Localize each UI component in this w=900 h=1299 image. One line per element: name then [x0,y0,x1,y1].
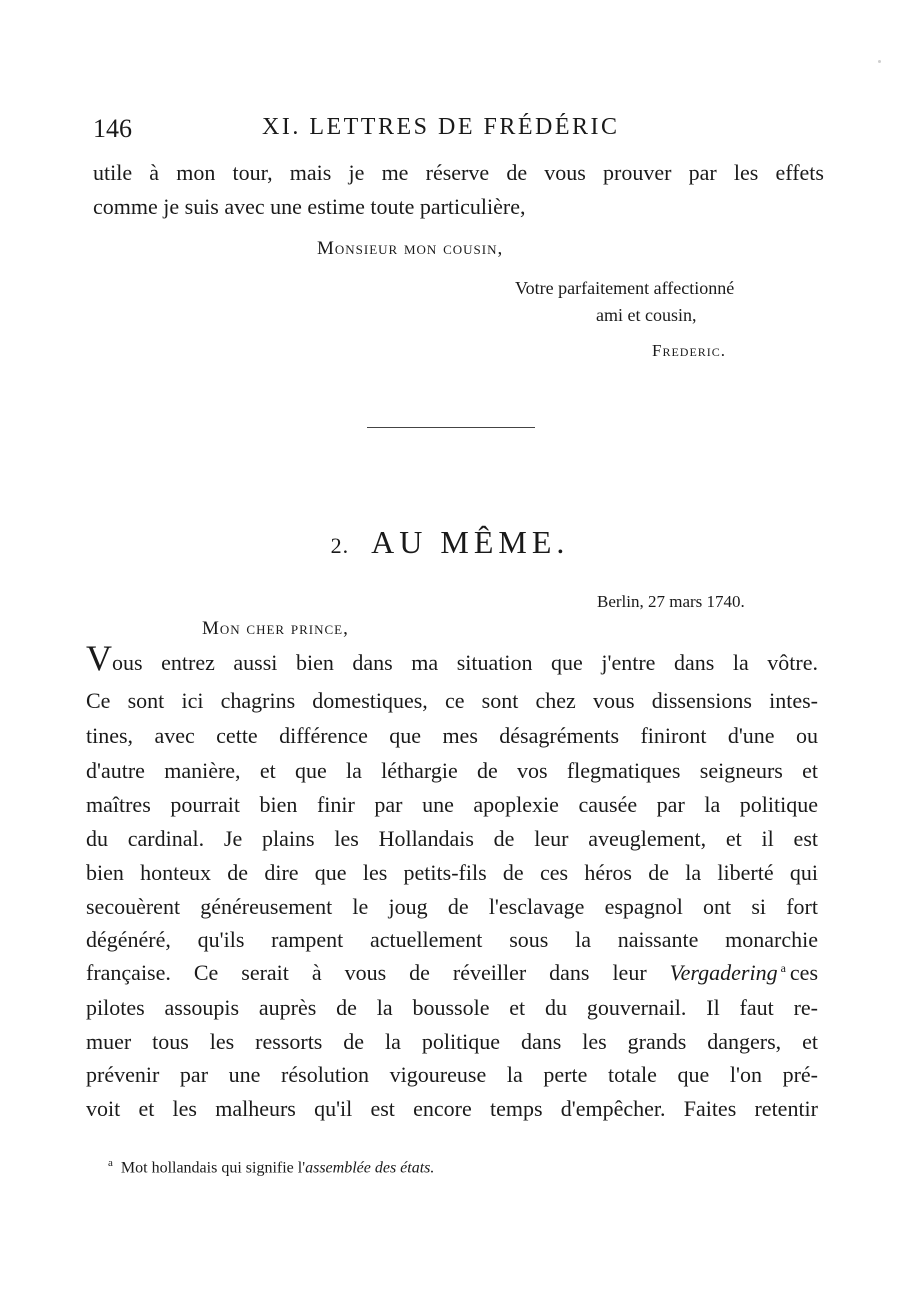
footnote [108,1157,434,1177]
previous-letter-line-1: utile à mon tour, mais je me réserve de vous prouver par les effets [93,160,824,185]
letter-line-3: tines, avec cette différence que mes désagréments finiront d'une ou [86,723,818,748]
footnote-italic: assemblée des états. [305,1159,435,1177]
scan-speck [878,60,881,63]
italic-term: Vergadering [669,960,778,985]
letter-line-10-after: ces [789,960,819,985]
letter-line-14: voit et les malheurs qu'il est encore temps d'empêcher. Faites retentir [86,1096,818,1121]
letter-line-13: prévenir par une résolution vigoureuse la perte totale que l'on pré- [86,1062,818,1087]
section-divider [367,427,535,428]
letter-line-12: muer tous les ressorts de la politique dans les grands dangers, et [86,1029,818,1054]
letter-salutation: Mon cher prince, [202,618,349,639]
letter-line-1 [86,638,818,678]
letter-line-11: pilotes assoupis auprès de la boussole et du gouvernail. Il faut re- [86,995,818,1020]
previous-letter-signature: Frederic. [652,341,727,360]
letter-line-8: secouèrent généreusement le joug de l'esclavage espagnol ont si fort [86,894,818,919]
letter-line-4: d'autre manière, et que la léthargie de vos flegmatiques seigneurs et [86,758,818,783]
letter-line-6: du cardinal. Je plains les Hollandais de leur aveuglement, et il est [86,826,818,851]
previous-letter-closing-line-1: Votre parfaitement affectionné [515,278,735,298]
letter-line-7: bien honteux de dire que les petits-fils de ces héros de la liberté qui [86,860,818,885]
section-number: 2. [330,533,350,558]
footnote-mark: a [108,1157,113,1169]
letter-line-10-before: française. Ce serait à vous de réveiller dans leur [86,960,647,985]
section-title-text: AU MÊME. [371,524,570,560]
letter-line-1-text: ous entrez aussi bien dans ma situation que j'entre dans la vôtre. [112,650,818,675]
previous-letter-salutation: Monsieur mon cousin, [317,238,504,259]
page-number: 146 [93,114,132,143]
previous-letter-closing-line-2: ami et cousin, [596,305,697,325]
letter-line-2: Ce sont ici chagrins domestiques, ce sont chez vous dissensions intes- [86,688,818,713]
letter-line-9: dégénéré, qu'ils rampent actuellement sous la naissante monarchie [86,927,818,952]
letter-line-10 [86,960,818,986]
letter-dateline: Berlin, 27 mars 1740. [597,592,745,611]
section-title [0,524,900,561]
footnote-text: Mot hollandais qui signifie l' [120,1159,306,1177]
drop-cap: V [86,638,112,678]
letter-line-5: maîtres pourrait bien finir par une apoplexie causée par la politique [86,792,818,817]
previous-letter-line-2: comme je suis avec une estime toute particulière, [93,194,526,219]
running-head: XI. LETTRES DE FRÉDÉRIC [262,114,620,140]
footnote-reference: a [780,960,786,975]
